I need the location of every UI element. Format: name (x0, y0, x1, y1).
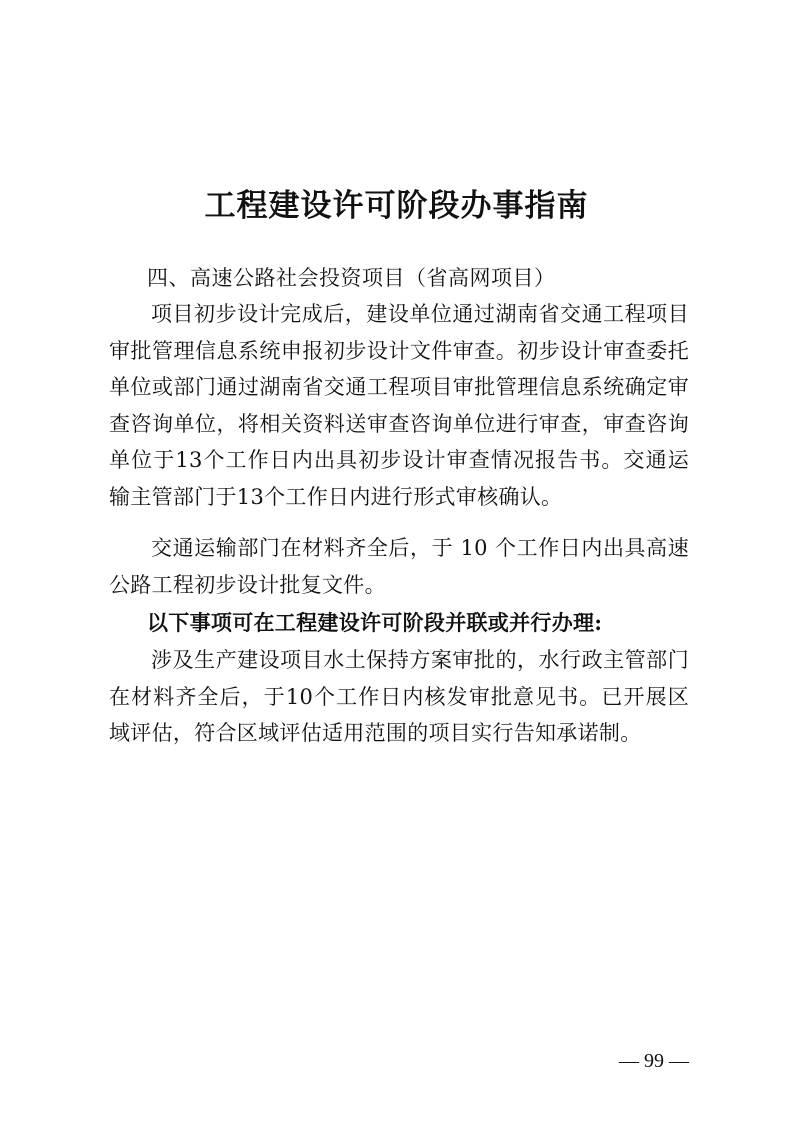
page-number: — 99 — (619, 1050, 689, 1072)
page-title: 工程建设许可阶段办事指南 (204, 188, 589, 224)
body-paragraph-1: 项目初步设计完成后，建设单位通过湖南省交通工程项目审批管理信息系统申报初步设计文件审查。初步设计审查委托单位或部门通过湖南省交通工程项目审批管理信息系统确定审查咨询单位，将相关资料送审查咨询单位进行审查，审查咨询单位于13个工作日内出具初步设计审查情况报告书。交通运输主管部门于13个工作日内进行形式审核确认。 (109, 302, 689, 509)
body-paragraph-3: 涉及生产建设项目水土保持方案审批的，水行政主管部门在材料齐全后，于10个工作日内核发审批意见书。已开展区域评估，符合区域评估适用范围的项目实行告知承诺制。 (109, 648, 689, 745)
body-paragraph-1-block (109, 296, 689, 515)
body-paragraph-2: 交通运输部门在材料齐全后，于 10 个工作日内出具高速公路工程初步设计批复文件。 (109, 536, 689, 597)
parallel-items-heading: 以下事项可在工程建设许可阶段并联或并行办理: (147, 610, 603, 635)
section-heading: 四、高速公路社会投资项目（省高网项目） (147, 266, 556, 290)
body-paragraph-2-block (109, 530, 689, 603)
body-paragraph-3-block (109, 642, 689, 752)
